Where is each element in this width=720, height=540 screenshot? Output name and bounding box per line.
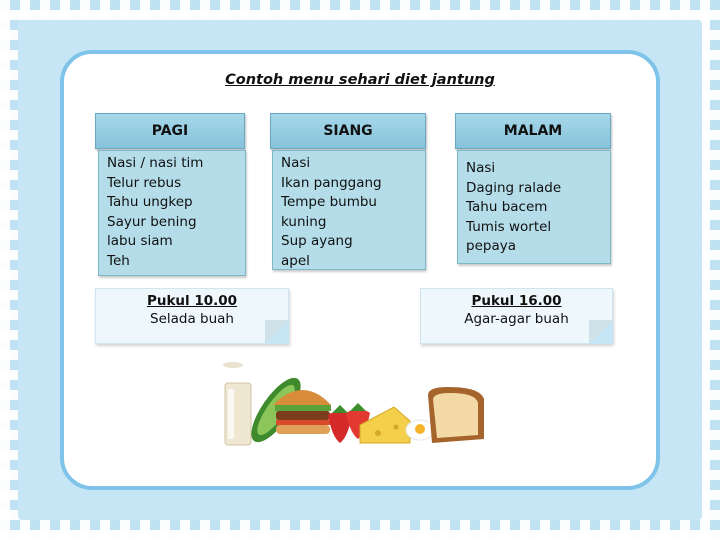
page-curl-icon bbox=[589, 320, 613, 344]
header-pagi: PAGI bbox=[95, 113, 245, 149]
menu-item: Sayur bening bbox=[107, 213, 197, 230]
snack-note-morning bbox=[95, 288, 289, 344]
page-title: Contoh menu sehari diet jantung bbox=[225, 72, 495, 88]
menu-item: Sup ayang bbox=[281, 233, 353, 249]
menu-item: Daging ralade bbox=[466, 179, 562, 196]
menu-item: pepaya bbox=[466, 238, 516, 254]
menu-item: Telur rebus bbox=[107, 174, 182, 191]
page-curl-icon bbox=[265, 320, 289, 344]
menu-item: Tahu ungkep bbox=[107, 194, 193, 210]
menu-item: labu siam bbox=[107, 233, 173, 249]
menu-item: kuning bbox=[281, 213, 327, 230]
menu-item: Nasi bbox=[281, 155, 311, 171]
egg-icon bbox=[406, 420, 434, 440]
header-malam: MALAM bbox=[455, 113, 611, 149]
menu-item: Ikan panggang bbox=[281, 174, 382, 191]
menu-item: apel bbox=[281, 252, 310, 269]
menu-item: Teh bbox=[107, 252, 130, 269]
snack-item: Agar-agar buah bbox=[464, 311, 569, 327]
header-siang: SIANG bbox=[270, 113, 426, 149]
snack-item: Selada buah bbox=[150, 311, 234, 327]
food-illustration bbox=[218, 355, 508, 455]
menu-item: Nasi / nasi tim bbox=[107, 155, 204, 171]
snack-time: Pukul 16.00 bbox=[471, 293, 562, 309]
milk-glass-icon bbox=[223, 362, 251, 445]
menu-box-malam bbox=[457, 150, 611, 264]
menu-box-siang bbox=[272, 150, 426, 270]
snack-note-afternoon bbox=[420, 288, 613, 344]
menu-item: Nasi bbox=[466, 160, 496, 176]
menu-box-pagi bbox=[98, 150, 246, 276]
menu-item: Tempe bumbu bbox=[281, 194, 377, 210]
snack-time: Pukul 10.00 bbox=[146, 293, 238, 309]
bread-icon bbox=[428, 387, 484, 443]
menu-item: Tahu bacem bbox=[466, 199, 548, 215]
menu-item: Tumis wortel bbox=[466, 218, 552, 235]
